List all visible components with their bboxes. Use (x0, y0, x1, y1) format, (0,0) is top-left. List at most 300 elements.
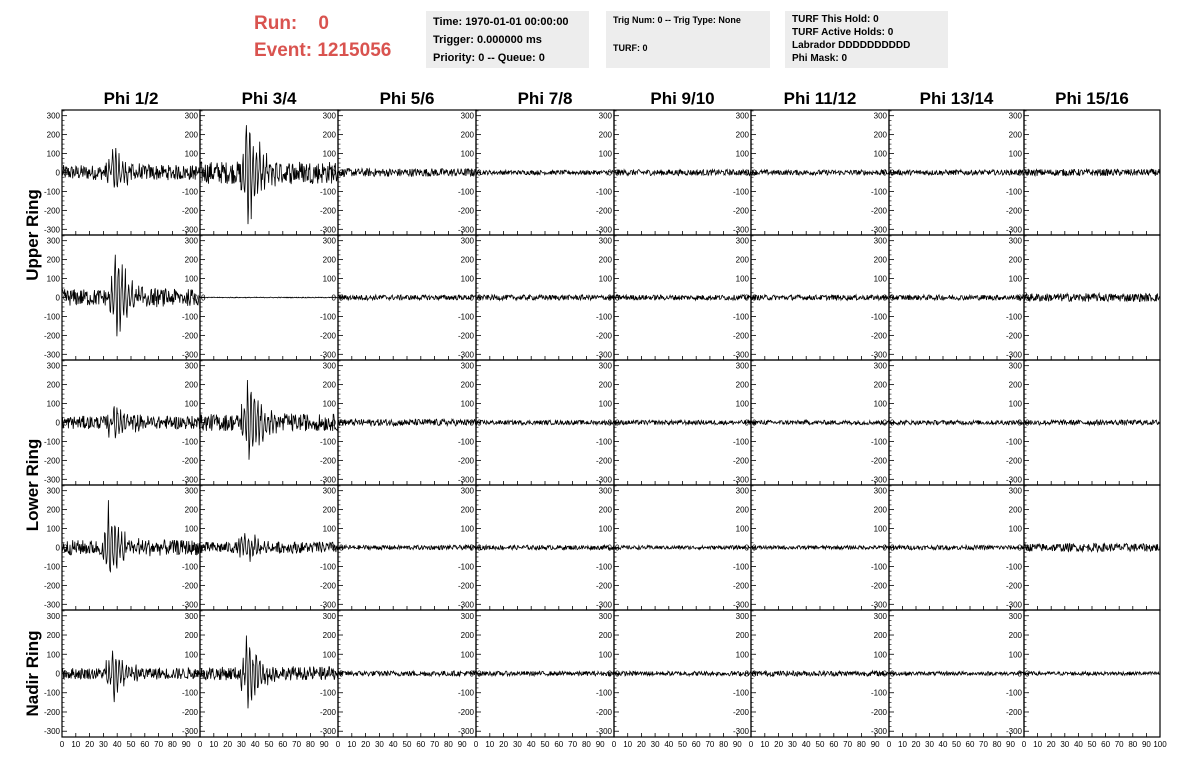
y-tick-label: 100 (184, 274, 198, 284)
y-tick-label: 200 (1008, 505, 1022, 515)
y-tick-label: 300 (873, 611, 887, 621)
y-tick-label: -300 (870, 475, 887, 485)
waveform-trace (476, 671, 614, 676)
column-title: Phi 3/4 (241, 89, 297, 108)
column-title: Phi 15/16 (1055, 89, 1129, 108)
y-tick-label: 0 (1017, 543, 1022, 553)
y-tick-label: -200 (457, 456, 474, 466)
y-tick-label: -200 (732, 456, 749, 466)
y-tick-label: -100 (43, 688, 60, 698)
y-tick-label: 300 (460, 236, 474, 246)
column-title: Phi 5/6 (379, 89, 435, 108)
zero-marker: 0 (477, 168, 482, 178)
zero-marker: 0 (752, 669, 757, 679)
y-tick-label: 300 (598, 361, 612, 371)
zero-marker: 0 (201, 168, 206, 178)
waveform-trace (751, 671, 889, 676)
y-tick-label: -300 (595, 475, 612, 485)
waveform-trace (476, 545, 614, 550)
y-tick-label: 300 (46, 111, 60, 121)
waveform-trace (200, 533, 338, 562)
y-tick-label: 100 (322, 149, 336, 159)
y-tick-label: -200 (1005, 581, 1022, 591)
y-tick-label: 0 (55, 168, 60, 178)
x-tick-label: 30 (787, 740, 797, 749)
y-tick-label: 0 (607, 543, 612, 553)
x-tick-label: 40 (938, 740, 948, 749)
y-tick-label: -200 (319, 206, 336, 216)
y-tick-label: 0 (55, 669, 60, 679)
x-tick-label: 0 (59, 740, 65, 749)
x-tick-label: 90 (319, 740, 329, 749)
y-tick-label: -100 (457, 437, 474, 447)
y-tick-label: -300 (732, 600, 749, 610)
y-tick-label: 0 (744, 168, 749, 178)
y-tick-label: 200 (460, 130, 474, 140)
y-tick-label: 100 (46, 149, 60, 159)
y-tick-label: 200 (46, 380, 60, 390)
y-tick-label: -300 (457, 727, 474, 737)
y-tick-label: -100 (181, 437, 198, 447)
y-tick-label: 300 (873, 486, 887, 496)
y-tick-label: -200 (319, 331, 336, 341)
y-tick-label: 200 (322, 255, 336, 265)
y-tick-label: -100 (732, 437, 749, 447)
y-tick-label: -300 (1005, 350, 1022, 360)
x-tick-label: 40 (1073, 740, 1083, 749)
x-tick-label: 80 (443, 740, 453, 749)
y-tick-label: 300 (873, 111, 887, 121)
waveform-trace (614, 671, 751, 676)
y-tick-label: 200 (735, 505, 749, 515)
zero-marker: 0 (201, 669, 206, 679)
y-tick-label: -300 (870, 727, 887, 737)
y-tick-label: -200 (1005, 707, 1022, 717)
x-tick-label: 70 (1114, 740, 1124, 749)
x-tick-label: 60 (278, 740, 288, 749)
y-tick-label: -200 (181, 581, 198, 591)
x-tick-label: 0 (197, 740, 203, 749)
y-tick-label: 0 (607, 418, 612, 428)
x-tick-label: 70 (705, 740, 715, 749)
y-tick-label: 100 (873, 650, 887, 660)
y-tick-label: 0 (469, 168, 474, 178)
x-tick-label: 90 (181, 740, 191, 749)
y-tick-label: 100 (735, 399, 749, 409)
y-tick-label: -100 (1005, 688, 1022, 698)
y-tick-label: -300 (181, 727, 198, 737)
zero-marker: 0 (201, 543, 206, 553)
y-tick-label: 200 (1008, 380, 1022, 390)
y-tick-label: -100 (870, 562, 887, 572)
waveform-trace (614, 295, 751, 300)
x-tick-label: 60 (691, 740, 701, 749)
x-tick-label: 20 (499, 740, 509, 749)
phi-mask-text: Phi Mask: 0 (792, 53, 848, 64)
x-tick-label: 50 (815, 740, 825, 749)
x-tick-label: 40 (664, 740, 674, 749)
zero-marker: 0 (63, 168, 68, 178)
priority-text: Priority: 0 -- Queue: 0 (433, 52, 545, 64)
y-tick-label: 100 (1008, 274, 1022, 284)
column-title: Phi 9/10 (650, 89, 715, 108)
y-tick-label: -300 (732, 475, 749, 485)
y-tick-label: 200 (46, 130, 60, 140)
y-tick-label: -100 (732, 688, 749, 698)
y-tick-label: -300 (732, 727, 749, 737)
y-tick-label: -300 (181, 475, 198, 485)
y-tick-label: -200 (457, 331, 474, 341)
y-tick-label: 300 (598, 486, 612, 496)
y-tick-label: 200 (598, 631, 612, 641)
waveform-trace (889, 295, 1024, 300)
y-tick-label: -300 (319, 600, 336, 610)
x-tick-label: 70 (979, 740, 988, 749)
y-tick-label: -200 (1005, 331, 1022, 341)
y-tick-label: -200 (732, 206, 749, 216)
y-tick-label: 0 (882, 293, 887, 303)
x-tick-label: 50 (402, 740, 412, 749)
y-tick-label: 100 (1008, 399, 1022, 409)
y-tick-label: 100 (184, 650, 198, 660)
y-tick-label: 200 (184, 505, 198, 515)
x-tick-label: 20 (361, 740, 371, 749)
event-value: 1215056 (317, 40, 392, 61)
x-tick-label: 30 (374, 740, 384, 749)
y-tick-label: 100 (1008, 524, 1022, 534)
x-tick-label: 60 (140, 740, 150, 749)
waveform-trace (338, 671, 476, 676)
y-tick-label: 200 (46, 505, 60, 515)
trig-num-text: Trig Num: 0 -- Trig Type: None (613, 15, 741, 25)
y-tick-label: 200 (873, 631, 887, 641)
zero-marker: 0 (890, 418, 895, 428)
y-tick-label: 0 (469, 418, 474, 428)
y-tick-label: 100 (184, 524, 198, 534)
y-tick-label: 0 (193, 543, 198, 553)
y-tick-label: 100 (46, 650, 60, 660)
turf-text: TURF: 0 (613, 43, 648, 53)
y-tick-label: 0 (882, 669, 887, 679)
y-tick-label: 200 (873, 380, 887, 390)
y-tick-label: -100 (181, 187, 198, 197)
y-tick-label: -300 (43, 600, 60, 610)
y-tick-label: 100 (46, 399, 60, 409)
turf-active-text: TURF Active Holds: 0 (792, 27, 894, 38)
y-tick-label: 300 (1008, 111, 1022, 121)
y-tick-label: -300 (181, 350, 198, 360)
x-tick-label: 70 (430, 740, 440, 749)
y-tick-label: 100 (598, 650, 612, 660)
y-tick-label: 300 (1008, 486, 1022, 496)
zero-marker: 0 (477, 543, 482, 553)
zero-marker: 0 (201, 293, 206, 303)
y-tick-label: 100 (1008, 149, 1022, 159)
x-tick-label: 90 (457, 740, 467, 749)
y-tick-label: 100 (460, 274, 474, 284)
y-tick-label: 200 (1008, 255, 1022, 265)
y-tick-label: 0 (55, 418, 60, 428)
x-tick-label: 40 (526, 740, 536, 749)
x-tick-label: 30 (650, 740, 660, 749)
y-tick-label: -100 (319, 437, 336, 447)
y-tick-label: -100 (595, 187, 612, 197)
y-tick-label: 0 (882, 168, 887, 178)
y-tick-label: -200 (1005, 206, 1022, 216)
x-tick-label: 20 (636, 740, 646, 749)
y-tick-label: -100 (870, 688, 887, 698)
waveform-trace (1024, 169, 1160, 176)
y-tick-label: 300 (184, 486, 198, 496)
y-tick-label: -300 (457, 475, 474, 485)
y-tick-label: 0 (882, 543, 887, 553)
waveform-trace (889, 672, 1024, 676)
y-tick-label: -100 (870, 187, 887, 197)
waveform-trace (62, 406, 200, 438)
y-tick-label: -100 (181, 688, 198, 698)
x-tick-label: 60 (965, 740, 975, 749)
y-tick-label: -100 (732, 312, 749, 322)
y-tick-label: -100 (457, 562, 474, 572)
y-tick-label: -200 (457, 206, 474, 216)
y-tick-label: -100 (457, 187, 474, 197)
waveform-trace (338, 168, 476, 176)
x-tick-label: 30 (236, 740, 246, 749)
x-tick-label: 50 (952, 740, 961, 749)
y-tick-label: 200 (460, 255, 474, 265)
y-tick-label: -300 (457, 600, 474, 610)
y-tick-label: -300 (870, 350, 887, 360)
y-tick-label: -300 (319, 475, 336, 485)
x-tick-label: 20 (911, 740, 921, 749)
plot-frame (889, 110, 1024, 235)
x-tick-label: 100 (1153, 740, 1167, 749)
x-tick-label: 0 (335, 740, 341, 749)
y-tick-label: -100 (732, 187, 749, 197)
x-tick-label: 10 (209, 740, 219, 749)
x-tick-label: 90 (1141, 740, 1151, 749)
zero-marker: 0 (890, 543, 895, 553)
y-tick-label: 300 (46, 611, 60, 621)
y-tick-label: 300 (735, 111, 749, 121)
y-tick-label: -100 (870, 437, 887, 447)
y-tick-label: 300 (460, 111, 474, 121)
y-tick-label: -100 (457, 688, 474, 698)
y-tick-label: 0 (744, 669, 749, 679)
y-tick-label: -100 (319, 688, 336, 698)
waveform-trace (338, 419, 476, 426)
x-tick-label: 0 (886, 740, 892, 749)
y-tick-label: -300 (595, 225, 612, 235)
zero-marker: 0 (339, 669, 344, 679)
y-tick-label: 200 (598, 505, 612, 515)
y-tick-label: -200 (43, 707, 60, 717)
x-tick-label: 10 (485, 740, 495, 749)
y-tick-label: 100 (46, 274, 60, 284)
y-tick-label: -100 (181, 312, 198, 322)
y-tick-label: -300 (595, 350, 612, 360)
y-tick-label: -300 (870, 600, 887, 610)
y-tick-label: -100 (595, 562, 612, 572)
waveform-trace (476, 295, 614, 300)
zero-marker: 0 (890, 669, 895, 679)
y-tick-label: -100 (181, 562, 198, 572)
zero-marker: 0 (63, 543, 68, 553)
y-tick-label: 200 (184, 380, 198, 390)
y-tick-label: -200 (319, 707, 336, 717)
y-tick-label: 300 (460, 361, 474, 371)
y-tick-label: -200 (181, 206, 198, 216)
y-tick-label: 0 (744, 418, 749, 428)
x-tick-label: 80 (167, 740, 177, 749)
y-tick-label: -200 (732, 331, 749, 341)
y-tick-label: -100 (1005, 562, 1022, 572)
y-tick-label: -100 (1005, 437, 1022, 447)
y-tick-label: 100 (735, 650, 749, 660)
x-tick-label: 30 (512, 740, 522, 749)
y-tick-label: -300 (319, 225, 336, 235)
x-tick-label: 40 (388, 740, 398, 749)
y-tick-label: 100 (735, 149, 749, 159)
y-tick-label: 300 (46, 361, 60, 371)
x-tick-label: 30 (1060, 740, 1070, 749)
x-tick-label: 50 (1087, 740, 1097, 749)
x-tick-label: 10 (347, 740, 357, 749)
y-tick-label: -200 (870, 707, 887, 717)
y-tick-label: 100 (184, 399, 198, 409)
zero-marker: 0 (477, 418, 482, 428)
y-tick-label: 200 (46, 255, 60, 265)
y-tick-label: 0 (331, 293, 336, 303)
y-tick-label: 0 (55, 543, 60, 553)
y-tick-label: 300 (322, 486, 336, 496)
y-tick-label: 100 (184, 149, 198, 159)
x-tick-label: 40 (801, 740, 811, 749)
y-tick-label: 0 (607, 168, 612, 178)
y-tick-label: 0 (193, 168, 198, 178)
waveform-trace (751, 170, 889, 175)
y-tick-label: 200 (322, 631, 336, 641)
y-tick-label: 300 (46, 486, 60, 496)
y-tick-label: -200 (870, 331, 887, 341)
zero-marker: 0 (1025, 293, 1030, 303)
y-tick-label: -100 (1005, 312, 1022, 322)
y-tick-label: 300 (322, 611, 336, 621)
y-tick-label: 300 (460, 611, 474, 621)
y-tick-label: 200 (873, 255, 887, 265)
y-tick-label: 200 (184, 130, 198, 140)
x-tick-label: 90 (732, 740, 742, 749)
x-tick-label: 10 (898, 740, 907, 749)
y-tick-label: -300 (457, 225, 474, 235)
y-tick-label: 0 (1017, 669, 1022, 679)
y-tick-label: 100 (460, 149, 474, 159)
plot-frame (338, 110, 476, 235)
x-tick-label: 80 (305, 740, 315, 749)
x-tick-label: 10 (71, 740, 81, 749)
x-tick-label: 20 (774, 740, 784, 749)
y-tick-label: 200 (322, 380, 336, 390)
y-tick-label: 0 (331, 543, 336, 553)
y-tick-label: -300 (457, 350, 474, 360)
y-tick-label: -100 (457, 312, 474, 322)
y-tick-label: 300 (598, 236, 612, 246)
y-tick-label: -300 (732, 350, 749, 360)
y-tick-label: -200 (595, 581, 612, 591)
y-tick-label: 200 (735, 631, 749, 641)
y-tick-label: 0 (193, 418, 198, 428)
y-tick-label: -200 (319, 456, 336, 466)
y-tick-label: 0 (1017, 293, 1022, 303)
y-tick-label: 300 (1008, 236, 1022, 246)
zero-marker: 0 (477, 293, 482, 303)
x-tick-label: 70 (292, 740, 302, 749)
y-tick-label: 100 (735, 274, 749, 284)
y-tick-label: -200 (870, 456, 887, 466)
zero-marker: 0 (615, 543, 620, 553)
x-tick-label: 60 (554, 740, 564, 749)
y-tick-label: 100 (460, 399, 474, 409)
y-tick-label: 0 (607, 293, 612, 303)
zero-marker: 0 (339, 168, 344, 178)
y-tick-label: 100 (322, 524, 336, 534)
plot-frame (1024, 235, 1160, 360)
y-tick-label: -300 (43, 225, 60, 235)
waveform-trace (1024, 293, 1160, 301)
y-tick-label: -300 (595, 727, 612, 737)
y-tick-label: -300 (1005, 225, 1022, 235)
y-tick-label: 100 (873, 399, 887, 409)
row-group-title: Upper Ring (23, 189, 42, 281)
x-tick-label: 90 (595, 740, 605, 749)
y-tick-label: -300 (319, 727, 336, 737)
plot-frame (614, 235, 751, 360)
waveform-trace (889, 545, 1024, 550)
waveform-trace (751, 295, 889, 300)
zero-marker: 0 (1025, 168, 1030, 178)
y-tick-label: 100 (460, 524, 474, 534)
y-tick-label: 200 (184, 255, 198, 265)
zero-marker: 0 (890, 168, 895, 178)
zero-marker: 0 (63, 418, 68, 428)
zero-marker: 0 (890, 293, 895, 303)
y-tick-label: 100 (873, 274, 887, 284)
x-tick-label: 80 (856, 740, 866, 749)
y-tick-label: 300 (184, 236, 198, 246)
y-tick-label: 200 (598, 380, 612, 390)
y-tick-label: 0 (469, 293, 474, 303)
time-text: Time: 1970-01-01 00:00:00 (433, 16, 569, 28)
zero-marker: 0 (752, 543, 757, 553)
y-tick-label: 0 (744, 293, 749, 303)
y-tick-label: -100 (595, 437, 612, 447)
waveform-trace (614, 420, 751, 425)
y-tick-label: -200 (181, 707, 198, 717)
y-tick-label: 100 (598, 524, 612, 534)
zero-marker: 0 (1025, 418, 1030, 428)
waveform-trace (200, 380, 338, 460)
column-title: Phi 1/2 (103, 89, 159, 108)
y-tick-label: -200 (1005, 456, 1022, 466)
y-tick-label: -300 (870, 225, 887, 235)
y-tick-label: 0 (607, 669, 612, 679)
y-tick-label: 200 (460, 631, 474, 641)
y-tick-label: 200 (1008, 631, 1022, 641)
zero-marker: 0 (752, 418, 757, 428)
y-tick-label: 0 (1017, 418, 1022, 428)
column-title: Phi 7/8 (517, 89, 573, 108)
x-tick-label: 90 (870, 740, 880, 749)
